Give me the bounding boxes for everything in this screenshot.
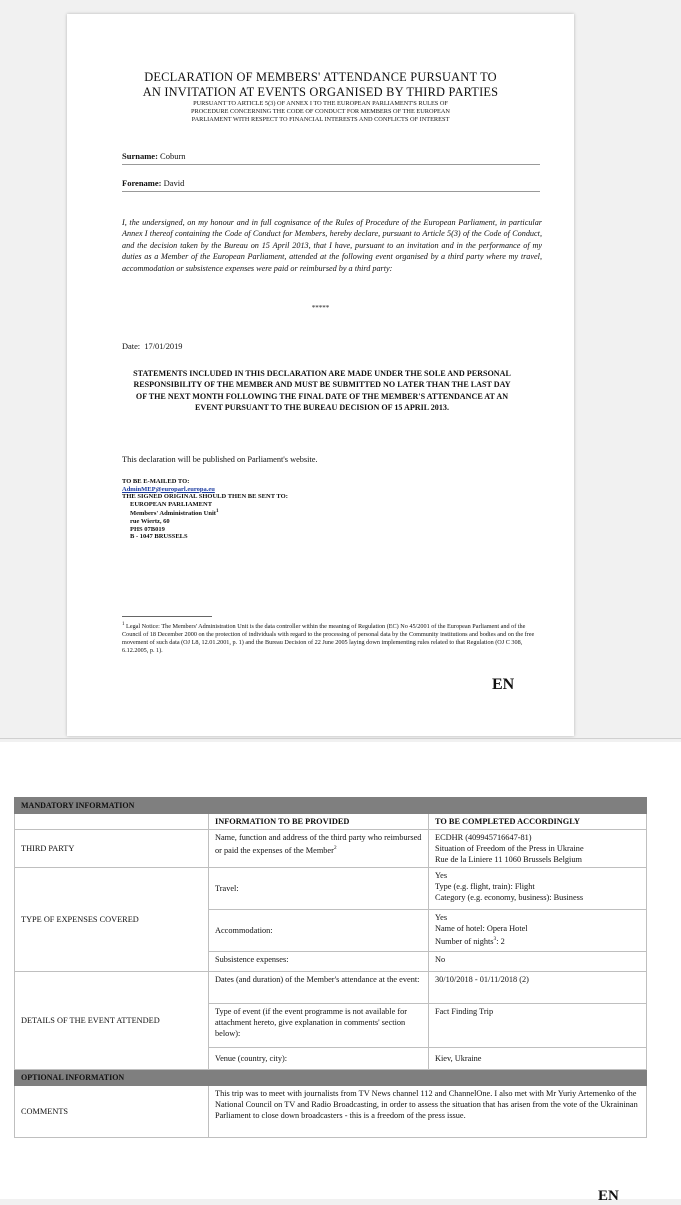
subtitle-line: PURSUANT TO ARTICLE 5(3) OF ANNEX I TO THE EUROPEAN PARLIAMENT'S RULES OF: [193, 100, 448, 107]
table-row: [15, 868, 647, 910]
table-row: [15, 1086, 647, 1138]
surname-value: Coburn: [160, 151, 186, 161]
value-line: Rue de la Liniere 11 1060 Brussels Belgium: [435, 855, 582, 864]
subsistence-value: No: [429, 952, 647, 972]
footnote-ref: 1: [215, 509, 219, 515]
publish-note: This declaration will be published on Parliament's website.: [122, 455, 318, 464]
surname-field: Surname: Coburn: [122, 151, 186, 161]
column-header-row: [15, 814, 647, 830]
nights-label: Number of nights: [435, 936, 494, 946]
row-label-third-party: THIRD PARTY: [15, 830, 209, 868]
event-type-value: Fact Finding Trip: [429, 1004, 647, 1048]
mailing-instructions: [122, 478, 288, 541]
value-line: Yes: [435, 871, 448, 880]
forename-field: Forename: David: [122, 178, 185, 188]
table-row: [15, 830, 647, 868]
address-text: Members' Administration Unit: [130, 510, 216, 518]
comments-value: This trip was to meet with journalists from TV News channel 112 and ChannelOne. I also met with Mr Yuriy Artemenko of the National Council on TV and Radio Broadcasting, in order to assess the situation that has arisen from the vote of the Ukraininan Parliament to close down broadcasters - this is a freedom of the press issue.: [209, 1086, 647, 1138]
travel-label: Travel:: [209, 868, 429, 910]
value-line: Type (e.g. flight, train): Flight: [435, 882, 535, 891]
subtitle-line: PARLIAMENT WITH RESPECT TO FINANCIAL INTERESTS AND CONFLICTS OF INTEREST: [191, 115, 450, 123]
address-line: B - 1047 BRUSSELS: [130, 533, 188, 541]
address-line: rue Wiertz, 60: [130, 518, 170, 526]
accommodation-value: [429, 910, 647, 952]
info-text: Name, function and address of the third party who reimbursed or paid the expenses of the Member: [215, 833, 422, 855]
dates-label: Dates (and duration) of the Member's attendance at the event:: [209, 972, 429, 1004]
divider: [122, 191, 540, 192]
language-code: EN: [492, 676, 515, 693]
date-field: [122, 342, 182, 351]
venue-value: Kiev, Ukraine: [429, 1048, 647, 1070]
third-party-info: [209, 830, 429, 868]
date-value: 17/01/2019: [144, 342, 183, 351]
information-page: [0, 742, 681, 1204]
subtitle-line: PROCEDURE CONCERNING THE CODE OF CONDUCT FOR MEMBERS OF THE EUROPEAN: [191, 107, 450, 115]
value-line: Yes: [435, 913, 448, 922]
document-subtitle: [147, 100, 494, 123]
dates-value: 30/10/2018 - 01/11/2018 (2): [429, 972, 647, 1004]
title-line: DECLARATION OF MEMBERS' ATTENDANCE PURSUANT TO: [144, 70, 497, 84]
declaration-page: [67, 14, 574, 736]
date-label: Date:: [122, 342, 141, 351]
value-line: [435, 934, 640, 947]
column-header-info: INFORMATION TO BE PROVIDED: [209, 814, 429, 830]
language-code: EN: [598, 1188, 619, 1204]
event-type-label: Type of event (if the event programme is not available for attachment hereto, give explanation in comments' section below):: [209, 1004, 429, 1048]
empty-cell: [15, 814, 209, 830]
section-header-row: [15, 798, 647, 814]
travel-value: [429, 868, 647, 910]
address-line: EUROPEAN PARLIAMENT: [130, 500, 213, 508]
original-heading: THE SIGNED ORIGINAL SHOULD THEN BE SENT TO:: [122, 493, 288, 501]
separator-stars: *****: [311, 304, 330, 312]
email-heading: TO BE E-MAILED TO:: [122, 478, 190, 485]
column-header-complete: TO BE COMPLETED ACCORDINGLY: [429, 814, 647, 830]
row-label-event: DETAILS OF THE EVENT ATTENDED: [15, 972, 209, 1070]
row-label-comments: COMMENTS: [15, 1086, 209, 1138]
footnote-text: Legal Notice: The Members' Administration Unit is the data controller within the meaning of Regulation (EC) No 45/2001 of the European Parliament and of the Council of 18 December 2000 on the protection of individuals with regard to the processing of personal data by the Community institutions and bodies and on the free movement of such data (OJ L8, 12.01.2001, p. 1) and the Bureau Decision of 22 June 2005 laying down implementing rules related to that Regulation (OJ C 308, 6.12.2005, p. 1).: [122, 623, 535, 654]
row-label-expenses: TYPE OF EXPENSES COVERED: [15, 868, 209, 972]
venue-label: Venue (country, city):: [209, 1048, 429, 1070]
value-line: Category (e.g. economy, business): Business: [435, 893, 584, 902]
information-table: [14, 797, 647, 1138]
table-row: [15, 972, 647, 1004]
page-separator: [0, 738, 681, 739]
section-header-row: [15, 1070, 647, 1086]
subsistence-label: Subsistence expenses:: [209, 952, 429, 972]
address-line: [122, 508, 288, 518]
declaration-statement: I, the undersigned, on my honour and in full cognisance of the Rules of Procedure of the European Parliament, in particular Annex I thereof containing the Code of Conduct for Members, hereby declare, pursuant to Article 5(3) of the Code of Conduct, and the decision taken by the Bureau on 15 April 2013, that I have, pursuant to an invitation and in the performance of my duties as a Member of the European Parliament, attended at the following event organised by a third party where my travel, accommodation or subsistence expenses were paid or reimbursed by a third party:: [122, 218, 542, 273]
divider: [122, 164, 540, 165]
footnote-ref: 2: [333, 845, 337, 851]
forename-value: David: [163, 178, 185, 188]
value-line: ECDHR (409945716647-81): [435, 833, 532, 842]
surname-label: Surname: [122, 151, 156, 161]
mandatory-header: MANDATORY INFORMATION: [15, 798, 647, 814]
optional-header: OPTIONAL INFORMATION: [15, 1070, 647, 1086]
value-line: Name of hotel: Opera Hotel: [435, 924, 528, 933]
footnote-ref: 3: [493, 936, 497, 942]
third-party-value: [429, 830, 647, 868]
legal-footnote: [122, 621, 542, 655]
footnote-rule: [122, 616, 212, 617]
responsibility-notice: STATEMENTS INCLUDED IN THIS DECLARATION ARE MADE UNDER THE SOLE AND PERSONAL RESPONSIBILITY OF THE MEMBER AND MUST BE SUBMITTED NO LATER THAN THE LAST DAY OF THE NEXT MONTH FOLLOWING THE FINAL DATE OF THE MEMBER'S ATTENDANCE AT AN EVENT PURSUANT TO THE BUREAU DECISION OF 15 APRIL 2013.: [133, 369, 511, 413]
address-line: PHS 07B019: [130, 525, 165, 533]
value-line: Situation of Freedom of the Press in Ukraine: [435, 844, 584, 853]
footnote-mark: 1: [122, 622, 125, 627]
accommodation-label: Accommodation:: [209, 910, 429, 952]
document-title: [67, 70, 574, 100]
nights-value: : 2: [496, 936, 505, 946]
email-link[interactable]: AdminMEP@europarl.europa.eu: [122, 485, 215, 493]
forename-label: Forename: [122, 178, 159, 188]
title-line: AN INVITATION AT EVENTS ORGANISED BY THIRD PARTIES: [142, 85, 499, 99]
